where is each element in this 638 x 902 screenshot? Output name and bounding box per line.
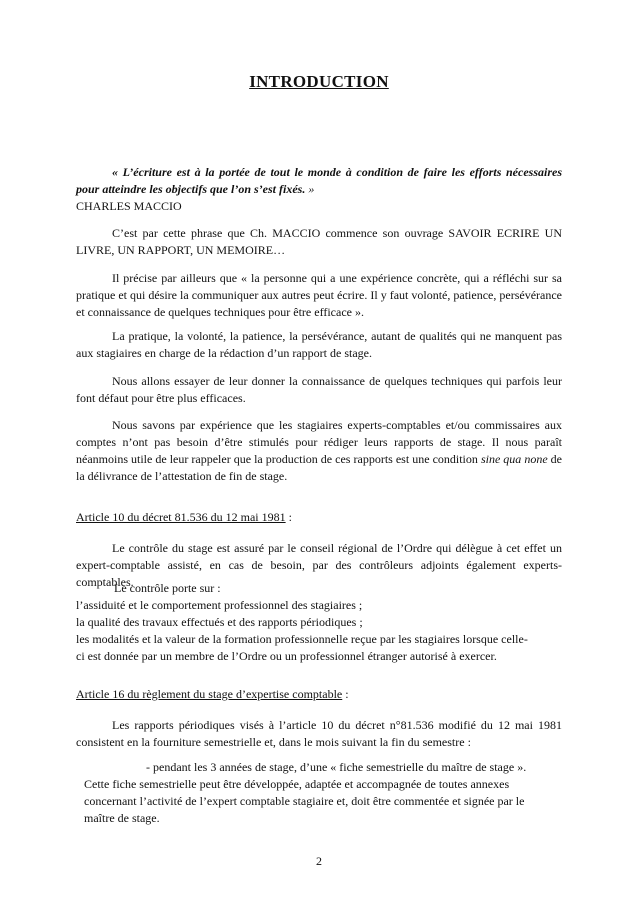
article16-paragraph: Les rapports périodiques visés à l’article 10 du décret n°81.536 modifié du 12 mai 1981 consistent en la fourniture semestrielle et, dans le mois suivant la fin du semestre : bbox=[76, 718, 562, 749]
article10-item: l’assiduité et le comportement professionnel des stagiaires ; bbox=[76, 598, 363, 612]
condition-emphasis: sine qua none bbox=[480, 452, 548, 466]
article10-paragraph: Le contrôle du stage est assuré par le conseil régional de l’Ordre qui délègue à cet effet un expert-comptable assisté, en cas de besoin, par des contrôleurs adjoints également experts-comptables. bbox=[76, 541, 562, 589]
article16-heading-text: Article 16 du règlement du stage d’expertise comptable bbox=[76, 687, 343, 701]
article16-heading-suffix: : bbox=[342, 687, 349, 701]
paragraph-maccio: C’est par cette phrase que Ch. MACCIO commence son ouvrage SAVOIR ECRIRE UN LIVRE, UN RAPPORT, UN MEMOIRE… bbox=[76, 226, 562, 257]
page-title: INTRODUCTION bbox=[249, 72, 389, 91]
quote-close: » bbox=[305, 182, 315, 196]
article16-bullet: - pendant les 3 années de stage, d’une « fiche semestrielle du maître de stage ». bbox=[146, 760, 527, 774]
quote-text: « L’écriture est à la portée de tout le monde à condition de faire les efforts nécessaires pour atteindre les objectifs que l’on s’est fixés. bbox=[76, 165, 562, 196]
page-number: 2 bbox=[316, 854, 322, 868]
paragraph-precise: Il précise par ailleurs que « la personne qui a une expérience concrète, qui a réfléchi sur sa pratique et qui désire la communiquer aux autres peut écrire. Il y faut volonté, patience, persévérance et connaissance de quelques techniques pour être efficace ». bbox=[76, 271, 562, 319]
article16-note-line: concernant l’activité de l’expert comptable stagiaire et, doit être commentée et signée par le bbox=[84, 794, 525, 808]
article16-note-line: maître de stage. bbox=[84, 811, 160, 825]
article10-heading bbox=[76, 509, 562, 526]
condition-text-after: de la délivrance de l’attestation de fin de stage. bbox=[76, 452, 563, 483]
article10-heading-text: Article 10 du décret 81.536 du 12 mai 1981 bbox=[76, 510, 286, 524]
article16-note-line: Cette fiche semestrielle peut être développée, adaptée et accompagnée de toutes annexes bbox=[84, 777, 510, 791]
paragraph-techniques: Nous allons essayer de leur donner la connaissance de quelques techniques qui parfois leur font défaut pour être plus efficaces. bbox=[76, 374, 562, 405]
article10-intro: Le contrôle porte sur : bbox=[114, 581, 221, 595]
article10-item: les modalités et la valeur de la formation professionnelle reçue par les stagiaires lorsque celle- bbox=[76, 632, 528, 646]
condition-text-before: Nous savons par expérience que les stagiaires experts-comptables et/ou commissaires aux comptes n’ont pas besoin d’être stimulés pour rédiger leurs rapports de stage. Il nous paraît néanmoins utile de leur rappeler que la production de ces rapports est une condition bbox=[76, 418, 562, 466]
article10-item: ci est donnée par un membre de l’Ordre ou un professionnel étranger autorisé à exercer. bbox=[76, 649, 497, 663]
article10-item: la qualité des travaux effectués et des rapports périodiques ; bbox=[76, 615, 363, 629]
quote-author: CHARLES MACCIO bbox=[76, 199, 182, 213]
article10-heading-suffix: : bbox=[285, 510, 292, 524]
opening-quote bbox=[76, 164, 562, 198]
paragraph-condition bbox=[76, 417, 562, 485]
paragraph-pratique: La pratique, la volonté, la patience, la persévérance, autant de qualités qui ne manquent pas aux stagiaires en charge de la rédaction d’un rapport de stage. bbox=[76, 329, 562, 360]
article16-heading bbox=[76, 686, 562, 703]
